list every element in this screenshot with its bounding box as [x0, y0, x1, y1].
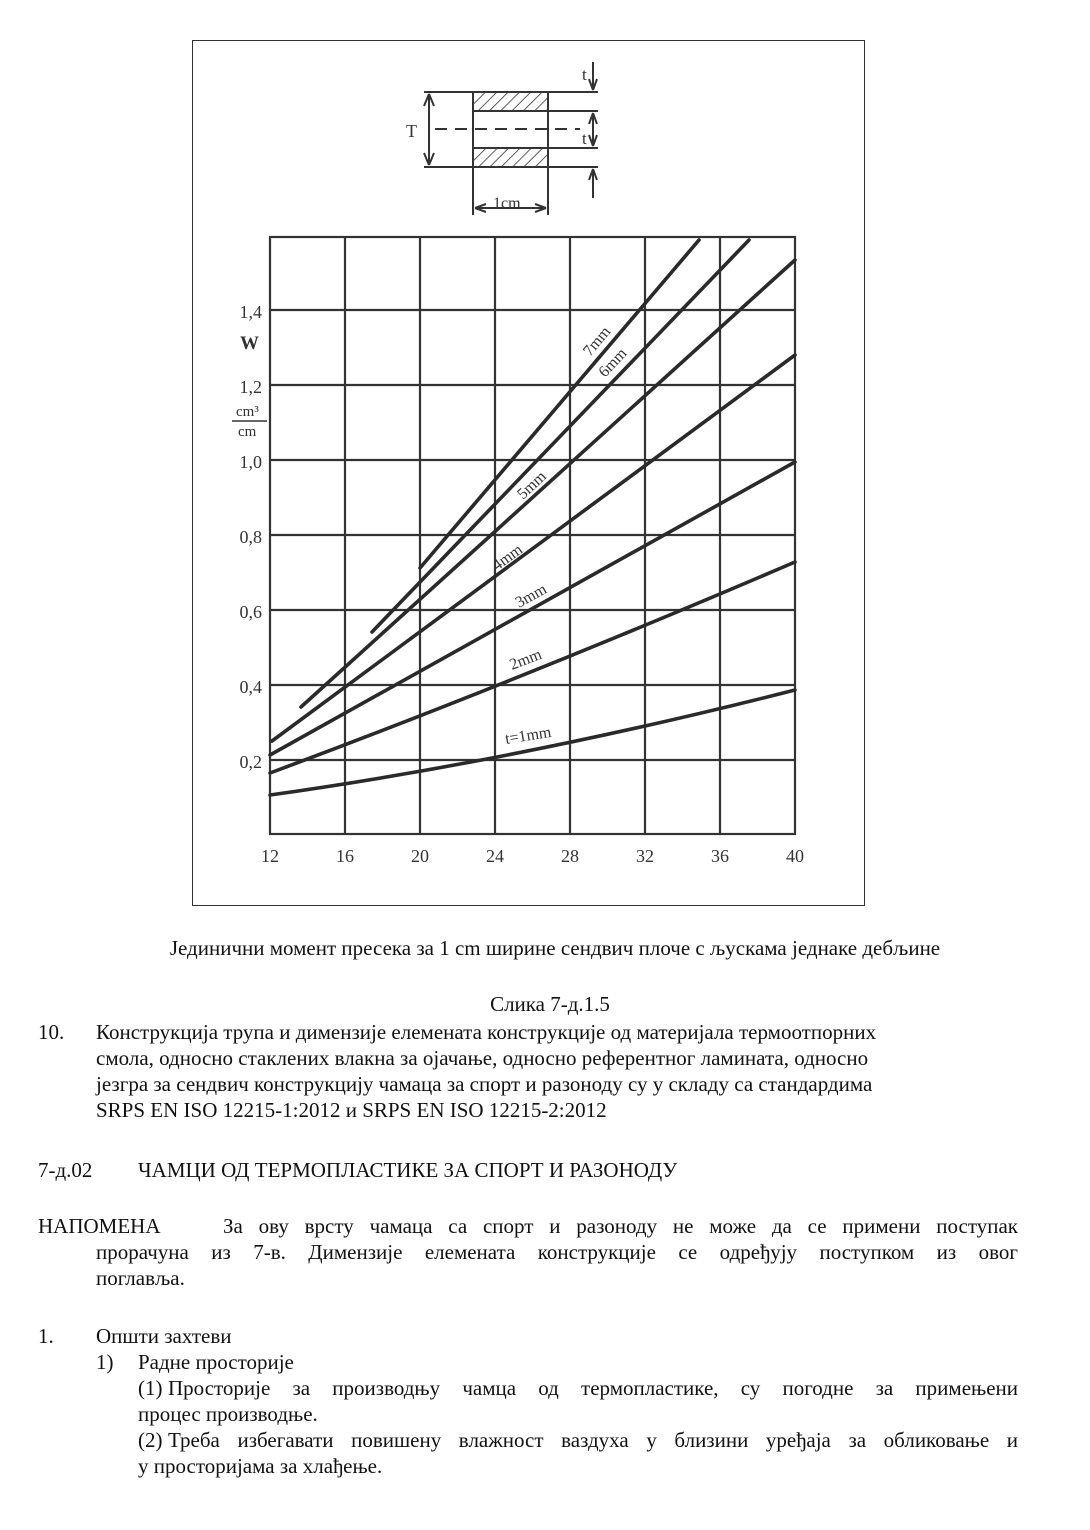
t-label-top: t	[582, 65, 587, 84]
section-10-line: Конструкција трупа и димензије елемената конструкције од материјала термоотпорних	[96, 1020, 877, 1044]
series-label-7mm: 7mm	[580, 323, 615, 360]
sandwich-section-diagram	[424, 62, 598, 215]
chart-series	[270, 240, 795, 795]
item-1-number: 1.	[38, 1324, 54, 1348]
t-label-mid: t	[582, 129, 587, 148]
note-label: НАПОМЕНА	[38, 1214, 161, 1238]
T-label: T	[406, 121, 417, 141]
x-tick-label: 32	[636, 846, 654, 866]
paragraph-2-line: Треба избегавати повишену влажност ваздуха у близини уређаја за обликовање и	[168, 1428, 1018, 1452]
paragraph-1-number: (1)	[138, 1376, 163, 1400]
x-tick-label: 24	[486, 846, 504, 866]
note-line: прорачуна из 7-в. Димензије елемената конструкције се одређују поступком из овог	[96, 1240, 1018, 1264]
y-tick-label: 1,4	[239, 302, 262, 322]
note-line: поглавља.	[96, 1266, 185, 1290]
y-axis-symbol: W	[240, 333, 259, 354]
section-heading	[38, 1157, 998, 1183]
series-label-5mm: 5mm	[514, 468, 550, 503]
width-label: 1cm	[493, 195, 521, 212]
x-tick-label: 16	[336, 846, 354, 866]
paragraph-1-line: процес производње.	[138, 1402, 318, 1426]
series-label-3mm: 3mm	[512, 580, 550, 612]
sub-1-title: Радне просторије	[138, 1350, 294, 1374]
series-line-7mm	[420, 240, 699, 568]
figure-number: Слика 7-д.1.5	[490, 992, 610, 1016]
sub-1-number: 1)	[96, 1350, 114, 1374]
series-line-6mm	[372, 240, 749, 632]
series-label-6mm: 6mm	[595, 345, 631, 381]
y-tick-label: 0,6	[239, 602, 262, 622]
x-tick-label: 36	[711, 846, 729, 866]
y-axis-unit-denominator: cm	[238, 424, 257, 440]
x-tick-label: 28	[561, 846, 579, 866]
section-10-number: 10.	[38, 1020, 65, 1044]
section-10-line: смола, односно стаклених влакна за ојачање, односно референтног ламината, односно	[96, 1046, 869, 1070]
x-tick-label: 12	[261, 846, 279, 866]
paragraph-2-number: (2)	[138, 1428, 163, 1452]
figure-caption: Јединични момент пресека за 1 cm ширине сендвич плоче с љускама једнаке дебљине	[169, 936, 941, 960]
series-label-2mm: 2mm	[507, 646, 545, 674]
y-tick-label: 0,4	[239, 677, 262, 697]
y-tick-label: 1,0	[239, 452, 262, 472]
general-requirements	[38, 1323, 1018, 1479]
y-tick-label: 0,8	[239, 527, 262, 547]
x-tick-label: 20	[411, 846, 429, 866]
section-10-line: SRPS EN ISO 12215-1:2012 и SRPS EN ISO 12215-2:2012	[96, 1098, 607, 1122]
paragraph-1-line: Просторије за производњу чамца од термопластике, су погодне за примењени	[168, 1376, 1018, 1400]
y-axis-unit-numerator: cm³	[236, 404, 259, 420]
y-tick-label: 0,2	[239, 752, 262, 772]
series-label-1mm: t=1mm	[503, 723, 553, 748]
section-10	[38, 1019, 998, 1123]
bottom-skin-hatch	[473, 148, 548, 167]
top-skin-hatch	[473, 92, 548, 111]
item-1-title: Општи захтеви	[96, 1324, 232, 1348]
series-line-4mm	[272, 355, 795, 741]
section-10-line: језгра за сендвич конструкцију чамаца за спорт и разоноду су у складу са стандардима	[96, 1072, 873, 1096]
x-tick-label: 40	[786, 846, 804, 866]
section-code: 7-д.02	[38, 1158, 93, 1182]
y-tick-label: 1,2	[239, 377, 262, 397]
paragraph-2-line: у просторијама за хлађење.	[138, 1454, 383, 1478]
note-block	[38, 1213, 1018, 1291]
section-title: ЧАМЦИ ОД ТЕРМОПЛАСТИКЕ ЗА СПОРТ И РАЗОНОДУ	[138, 1158, 678, 1182]
note-line: За ову врсту чамаца са спорт и разоноду не може да се примени поступак	[223, 1214, 1018, 1238]
series-label-4mm: 4mm	[489, 541, 526, 575]
